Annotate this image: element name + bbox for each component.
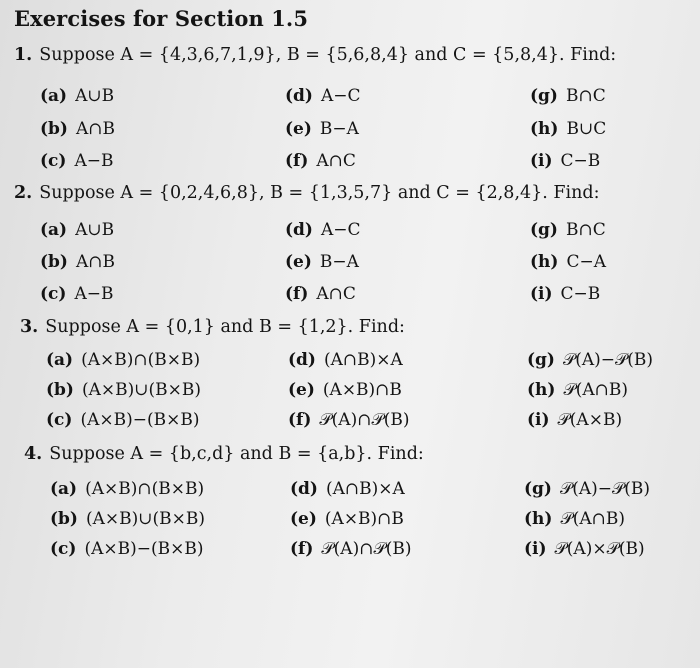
q2-item-f (285, 284, 356, 304)
q4-item-a (50, 479, 204, 499)
item-expression: A−B (74, 151, 114, 171)
item-expression: (A×B)∩(B×B) (85, 479, 205, 499)
q2-item-a (40, 220, 114, 240)
q3-item-a (46, 350, 200, 370)
item-label: (i) (524, 539, 547, 559)
item-label: (f) (285, 284, 309, 304)
item-label: (g) (530, 220, 558, 240)
q2-item-i (530, 284, 600, 304)
item-expression: C−B (560, 151, 601, 171)
q1-item-i (530, 151, 600, 171)
q4-item-d (290, 479, 405, 499)
q3-item-h (527, 380, 628, 400)
item-expression: C−A (566, 252, 606, 272)
q3-item-d (288, 350, 403, 370)
question-number: 2. (14, 183, 33, 203)
item-label: (i) (530, 284, 553, 304)
question-number: 4. (24, 444, 43, 464)
item-expression: A−C (320, 86, 361, 106)
item-expression: (A×B)∩B (324, 509, 404, 529)
q1-item-d (285, 86, 361, 106)
item-label: (h) (530, 252, 559, 272)
item-expression: A∪B (75, 86, 115, 106)
item-label: (b) (40, 119, 68, 139)
item-expression: C−B (560, 284, 601, 304)
item-expression: B−A (319, 119, 359, 139)
question-4-stem (24, 444, 424, 464)
question-text: Suppose A = {4,3,6,7,1,9}, B = {5,6,8,4} and C = {5,8,4}. Find: (39, 45, 617, 65)
item-label: (i) (530, 151, 553, 171)
q2-item-g (530, 220, 606, 240)
item-label: (d) (288, 350, 316, 370)
q2-item-h (530, 252, 606, 272)
item-expression: 𝒫(A)−𝒫(B) (562, 350, 654, 370)
question-number: 1. (14, 45, 33, 65)
section-title: Exercises for Section 1.5 (14, 6, 309, 31)
q2-item-e (285, 252, 359, 272)
item-label: (c) (40, 151, 67, 171)
question-text: Suppose A = {0,2,4,6,8}, B = {1,3,5,7} and C = {2,8,4}. Find: (39, 183, 600, 203)
item-expression: A∩C (316, 284, 356, 304)
item-label: (a) (40, 220, 68, 240)
q4-item-c (50, 539, 203, 559)
item-expression: (A×B)∩(B×B) (81, 350, 201, 370)
question-3-stem (20, 317, 405, 337)
q1-item-f (285, 151, 356, 171)
item-expression: A−C (320, 220, 361, 240)
item-label: (b) (50, 509, 78, 529)
item-label: (e) (285, 119, 312, 139)
q4-item-i (524, 539, 645, 559)
q3-item-i (527, 410, 622, 430)
item-expression: 𝒫(A∩B) (560, 509, 625, 529)
item-label: (a) (40, 86, 68, 106)
item-expression: B∩C (565, 86, 606, 106)
q4-item-g (524, 479, 650, 499)
item-label: (c) (50, 539, 77, 559)
q4-item-f (290, 539, 411, 559)
q3-item-g (527, 350, 653, 370)
q1-item-e (285, 119, 359, 139)
item-expression: A∩C (316, 151, 356, 171)
q3-item-f (288, 410, 409, 430)
item-label: (c) (46, 410, 73, 430)
q4-item-e (290, 509, 404, 529)
item-label: (a) (46, 350, 74, 370)
item-label: (b) (40, 252, 68, 272)
item-label: (b) (46, 380, 74, 400)
item-expression: (A×B)∪(B×B) (81, 380, 202, 400)
item-expression: 𝒫(A)−𝒫(B) (559, 479, 651, 499)
item-expression: A∪B (75, 220, 115, 240)
q1-item-h (530, 119, 606, 139)
item-expression: (A×B)−(B×B) (84, 539, 204, 559)
item-expression: 𝒫(A)×𝒫(B) (554, 539, 645, 559)
item-expression: 𝒫(A)∩𝒫(B) (321, 539, 412, 559)
item-label: (e) (285, 252, 312, 272)
question-text: Suppose A = {0,1} and B = {1,2}. Find: (45, 317, 405, 337)
question-text: Suppose A = {b,c,d} and B = {a,b}. Find: (49, 444, 424, 464)
item-expression: B∪C (566, 119, 607, 139)
q2-item-d (285, 220, 361, 240)
item-label: (d) (285, 86, 313, 106)
question-2-stem (14, 183, 600, 203)
item-label: (f) (285, 151, 309, 171)
q1-item-b (40, 119, 115, 139)
item-label: (g) (530, 86, 558, 106)
item-expression: B∩C (565, 220, 606, 240)
item-label: (g) (524, 479, 552, 499)
item-label: (c) (40, 284, 67, 304)
item-label: (h) (527, 380, 556, 400)
q3-item-b (46, 380, 201, 400)
item-expression: B−A (319, 252, 359, 272)
item-expression: A−B (74, 284, 114, 304)
item-label: (e) (288, 380, 315, 400)
question-number: 3. (20, 317, 39, 337)
q4-item-b (50, 509, 205, 529)
q1-item-g (530, 86, 606, 106)
item-expression: 𝒫(A)∩𝒫(B) (319, 410, 410, 430)
q1-item-c (40, 151, 113, 171)
item-expression: 𝒫(A×B) (557, 410, 623, 430)
q1-item-a (40, 86, 114, 106)
q4-item-h (524, 509, 625, 529)
item-label: (h) (524, 509, 553, 529)
item-label: (f) (290, 539, 314, 559)
item-expression: (A×B)∪(B×B) (85, 509, 206, 529)
item-expression: (A×B)−(B×B) (80, 410, 200, 430)
item-expression: A∩B (75, 252, 115, 272)
item-label: (g) (527, 350, 555, 370)
q2-item-b (40, 252, 115, 272)
item-expression: (A×B)∩B (322, 380, 402, 400)
item-label: (d) (285, 220, 313, 240)
item-label: (d) (290, 479, 318, 499)
item-label: (h) (530, 119, 559, 139)
item-label: (f) (288, 410, 312, 430)
item-expression: 𝒫(A∩B) (563, 380, 628, 400)
item-expression: (A∩B)×A (323, 350, 403, 370)
item-expression: A∩B (75, 119, 115, 139)
q3-item-e (288, 380, 402, 400)
item-expression: (A∩B)×A (325, 479, 405, 499)
item-label: (a) (50, 479, 78, 499)
item-label: (i) (527, 410, 550, 430)
q2-item-c (40, 284, 113, 304)
item-label: (e) (290, 509, 317, 529)
q3-item-c (46, 410, 199, 430)
question-1-stem (14, 45, 616, 65)
